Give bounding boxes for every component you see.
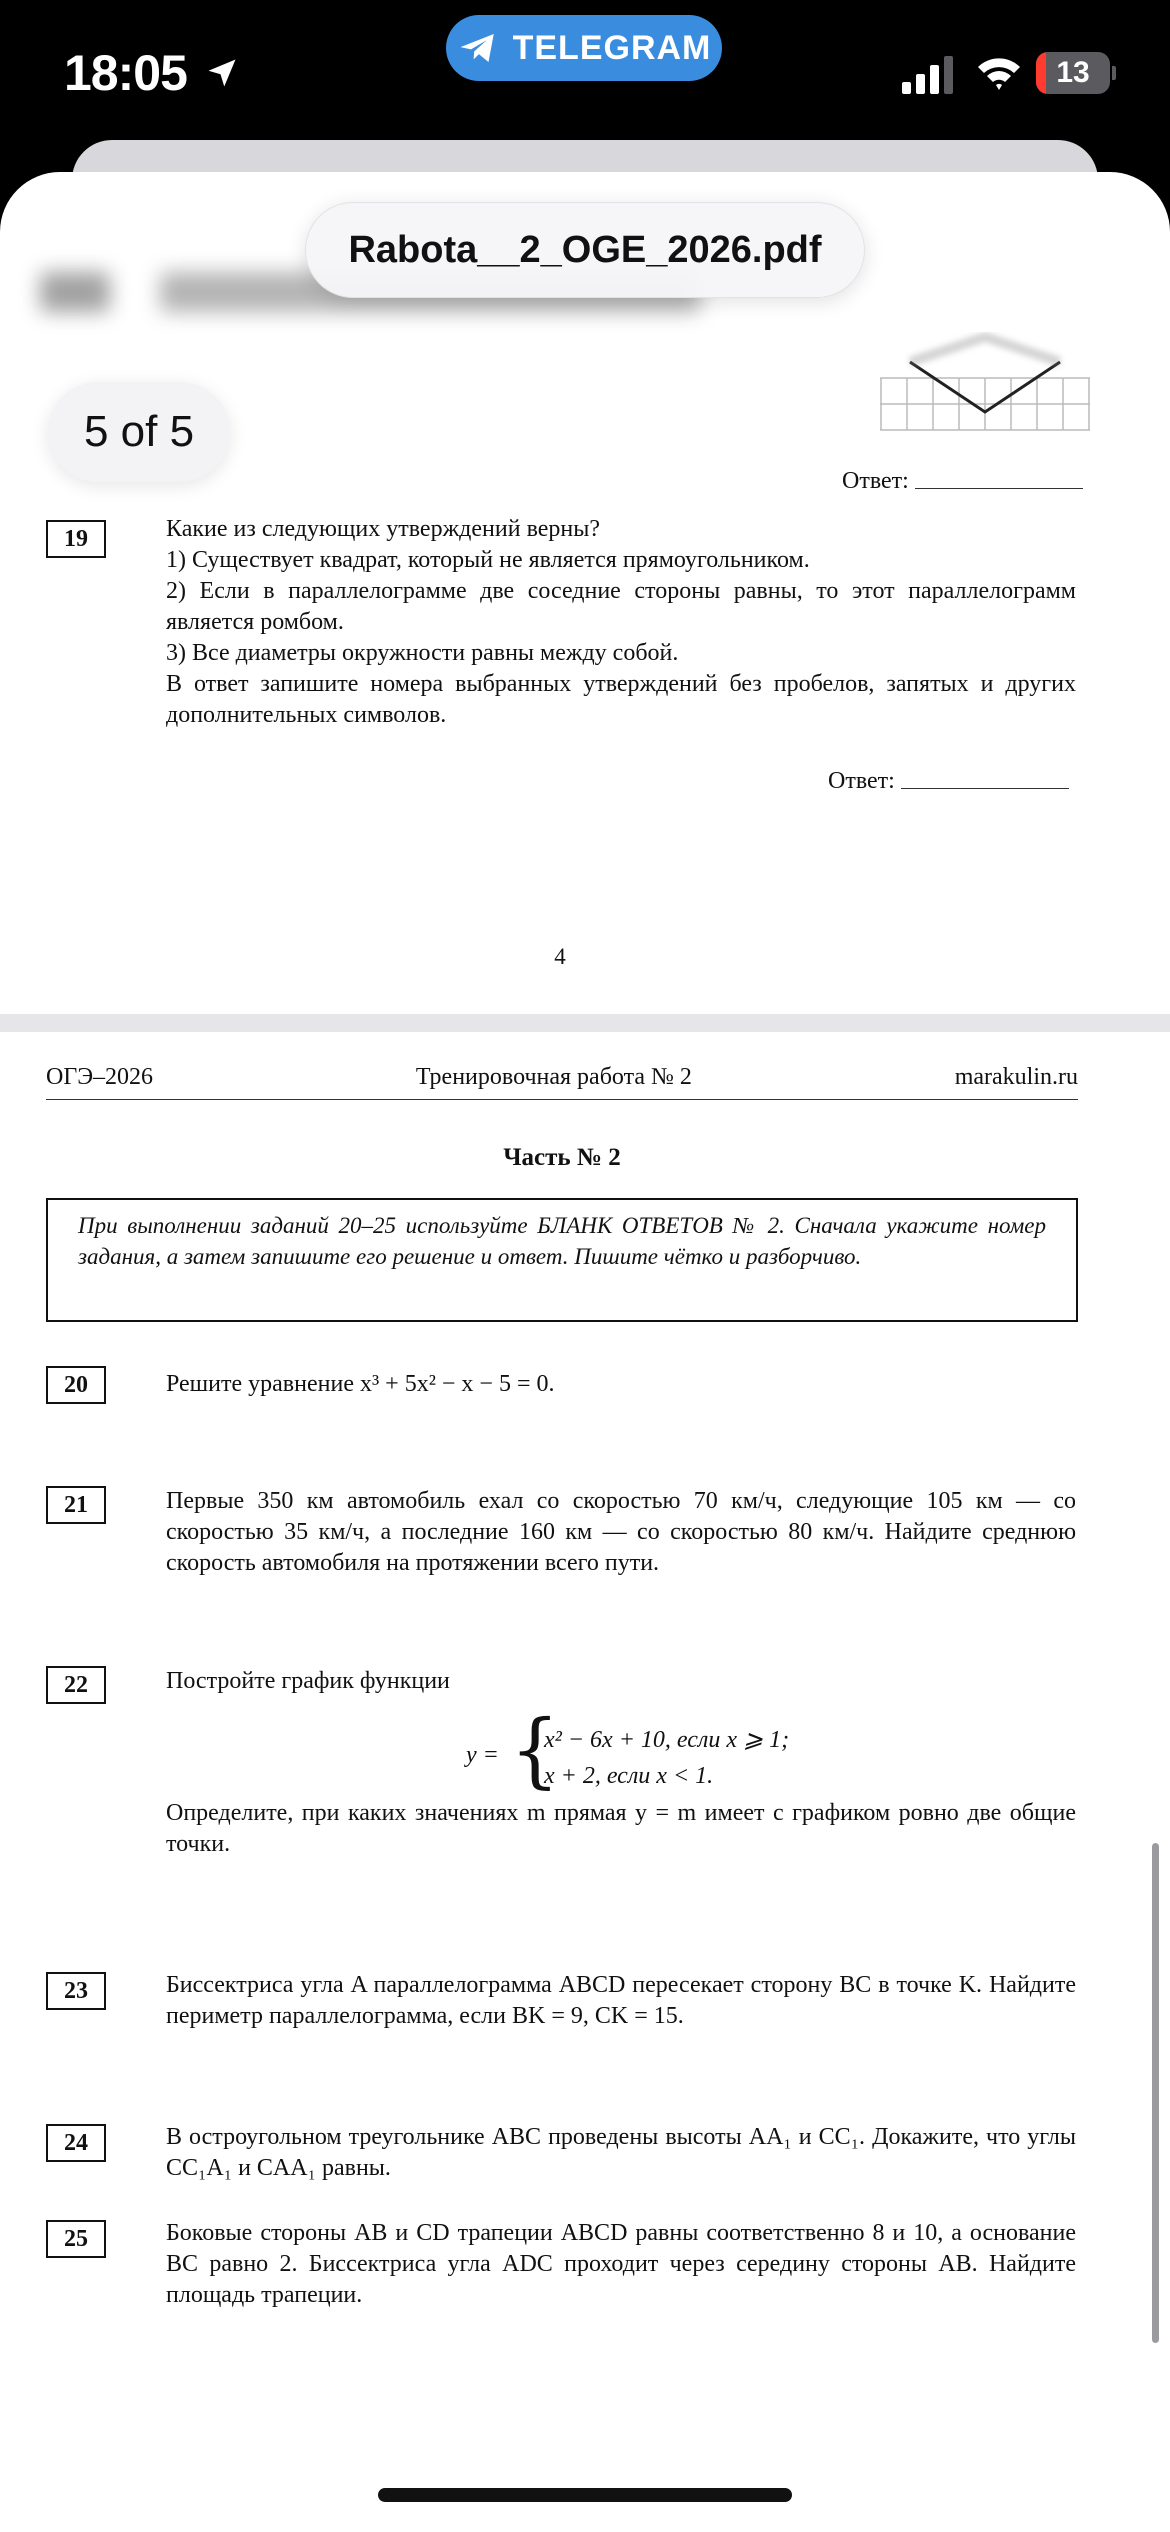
location-arrow-icon xyxy=(204,55,240,91)
brace: { xyxy=(510,1702,560,1798)
telegram-label: TELEGRAM xyxy=(512,28,712,67)
page-indicator: 5 of 5 xyxy=(48,382,230,482)
task-text: Решите уравнение x³ + 5x² − x − 5 = 0. xyxy=(166,1371,555,1397)
status-bar xyxy=(0,0,1170,150)
task-number: 22 xyxy=(46,1666,106,1704)
instructions-box: При выполнении заданий 20–25 используйте БЛАНК ОТВЕТОВ № 2. Сначала укажите номер задания, а затем запишите его решение и ответ. Пишите чётко и разборчиво. xyxy=(46,1198,1078,1322)
task-text-continued: Определите, при каких значениях m прямая y = m имеет с графиком ровно две общие точки. xyxy=(166,1800,1076,1857)
answer-field-prev: Ответ: xyxy=(842,468,1083,495)
battery-level: 13 xyxy=(1056,56,1090,89)
task-number: 21 xyxy=(46,1486,106,1524)
task-number: 25 xyxy=(46,2220,106,2258)
task-text: В остроугольном треугольнике ABC проведены высоты AA₁ и CC₁. Докажите, что углы CC₁A₁ и CAA₁ равны. xyxy=(166,2124,1076,2181)
scrollbar[interactable] xyxy=(1152,1843,1159,2343)
cellular-signal-icon xyxy=(902,56,954,94)
telegram-return-button[interactable] xyxy=(446,15,722,81)
pdf-viewer-sheet[interactable]: Ответ: 19 Какие из следующих утверждений верны? 1) Существует квадрат, который не является прямоугольником. 2) Если в параллелограмме две соседние стороны равны, то этот параллелограмм является ромбом. 3) Все диаметры окружности равны между собой. В ответ запишите номера выбранных утверждений без пробелов, запятых и других дополнительных символов. Ответ: 4 ОГЭ–2026 Тренировочная работа № 2 marakulin.ru Часть № 2 При выполнении заданий 20–25 используйте БЛАНК ОТВЕТОВ № 2. Сначала укажите номер задания, а затем запишите его решение и ответ. Пишите чётко и разборчиво. 20 Решите уравнение x³ + 5x² − x − 5 = 0. 21 Первые 350 км автомобиль ехал со скоростью 70 км/ч, следующие 105 км — со скоростью 35 км/ч, а последние 160 км — со скоростью 80 км/ч. Найдите среднюю скорость автомобиля на протяжении всего пути. 22 Постройте график функции y = { x² − 6x + 10, если x ⩾ 1; x + 2, если x < 1. Определите, при каких значениях m прямая y = m имеет с графиком ровно две общие точки. 23 Биссектриса угла A параллелограмма ABCD пересекает сторону BC в точке K. Найдите периметр параллелограмма, если BK = 9, CK = 15. 24 В остроугольном треугольнике ABC проведены высоты AA₁ и CC₁. Докажите, что углы CC₁A₁ и CAA₁ равны. 25 Боковые стороны AB и CD трапеции ABCD равны соответственно 8 и 10, а основание BC равно 2. Биссектриса угла ADC проходит через середину стороны AB. Найдите площадь трапеции. Rabota__2_OGE_2026.pdf 5 of 5 xyxy=(0,172,1170,2532)
running-header: ОГЭ–2026 Тренировочная работа № 2 marakulin.ru xyxy=(46,1064,1078,1100)
task-number: 23 xyxy=(46,1972,106,2010)
battery-icon xyxy=(1036,52,1116,94)
clock: 18:05 xyxy=(64,45,187,101)
page-separator xyxy=(0,1014,1170,1032)
answer-field-19: Ответ: xyxy=(828,768,1069,795)
task-text: Боковые стороны AB и CD трапеции ABCD равны соответственно 8 и 10, а основание BC равно 2. Биссектриса угла ADC проходит через середину стороны AB. Найдите площадь трапеции. xyxy=(166,2220,1076,2308)
task-text: Биссектриса угла A параллелограмма ABCD пересекает сторону BC в точке K. Найдите периметр параллелограмма, если BK = 9, CK = 15. xyxy=(166,1972,1076,2029)
task-text: Постройте график функции xyxy=(166,1668,450,1694)
task-text: Какие из следующих утверждений верны? 1) Существует квадрат, который не является прямоугольником. 2) Если в параллелограмме две соседние стороны равны, то этот параллелограмм является ромбом. 3) Все диаметры окружности равны между собой. В ответ запишите номера выбранных утверждений без пробелов, запятых и других дополнительных символов. xyxy=(166,516,1076,728)
task-number: 24 xyxy=(46,2124,106,2162)
file-name-title[interactable]: Rabota__2_OGE_2026.pdf xyxy=(305,202,865,298)
home-indicator[interactable] xyxy=(378,2488,792,2502)
task-number: 20 xyxy=(46,1366,106,1404)
page-number: 4 xyxy=(554,944,566,969)
task-text: Первые 350 км автомобиль ехал со скоростью 70 км/ч, следующие 105 км — со скоростью 35 км/ч, а последние 160 км — со скоростью 80 км/ч. Найдите среднюю скорость автомобиля на протяжении всего пути. xyxy=(166,1488,1076,1576)
task-number: 19 xyxy=(46,520,106,558)
wifi-icon xyxy=(976,54,1022,92)
telegram-icon xyxy=(457,27,499,69)
task-figure-grid xyxy=(880,332,1090,432)
part-title: Часть № 2 xyxy=(503,1144,621,1171)
